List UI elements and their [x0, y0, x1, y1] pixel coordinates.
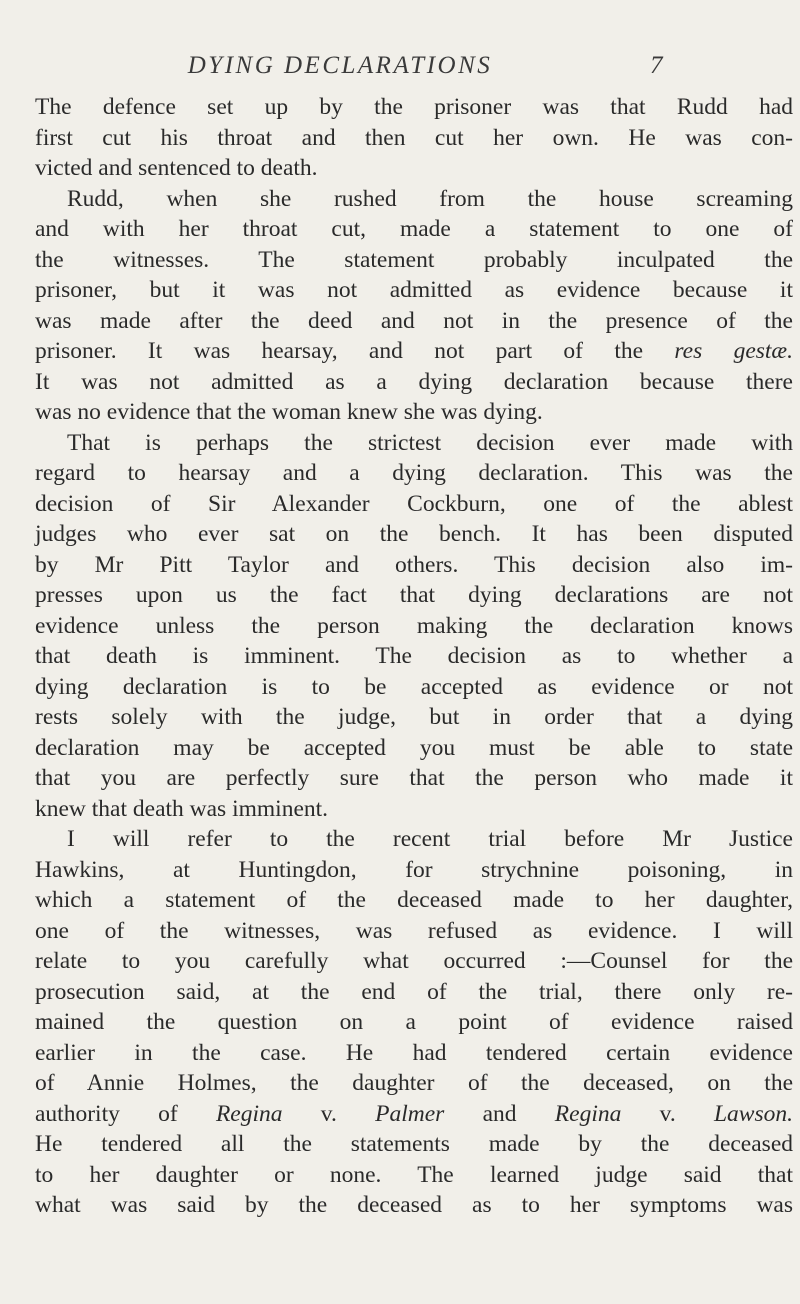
text-line: of Annie Holmes, the daughter of the deceased, on the	[35, 1070, 793, 1096]
text-line: regard to hearsay and a dying declaration. This was the	[35, 460, 793, 486]
text-line: mained the question on a point of evidence raised	[35, 1009, 793, 1035]
text-line: rests solely with the judge, but in order that a dying	[35, 704, 793, 730]
text-line: that death is imminent. The decision as to whether a	[35, 643, 793, 669]
text-line	[35, 336, 793, 367]
text-segment: prisoner. It was hearsay, and not part of the	[35, 338, 675, 364]
text-line: and with her throat cut, made a statement to one of	[35, 216, 793, 242]
text-line: decision of Sir Alexander Cockburn, one of the ablest	[35, 490, 793, 517]
case-name: Palmer	[375, 1100, 445, 1127]
text-line: what was said by the deceased as to her symptoms was	[35, 1192, 793, 1218]
text-line: by Mr Pitt Taylor and others. This decision also im-	[35, 551, 793, 578]
text-line: presses upon us the fact that dying declarations are not	[35, 582, 793, 608]
text-line: was made after the deed and not in the presence of the	[35, 307, 793, 334]
text-line: prosecution said, at the end of the trial, there only re-	[35, 978, 793, 1005]
case-name: Lawson.	[713, 1100, 793, 1127]
text-line: which a statement of the deceased made to her daughter,	[35, 887, 793, 913]
text-line: knew that death was imminent.	[35, 795, 329, 822]
case-name: Regina	[554, 1100, 622, 1127]
text-line: It was not admitted as a dying declaration because there	[35, 368, 793, 395]
text-line: earlier in the case. He had tendered certain evidence	[35, 1039, 793, 1066]
text-line: Rudd, when she rushed from the house screaming	[67, 185, 793, 212]
text-line: Hawkins, at Huntingdon, for strychnine poisoning, in	[35, 856, 793, 883]
running-title: DYING DECLARATIONS	[187, 52, 493, 79]
text-line: the witnesses. The statement probably inculpated the	[35, 246, 793, 273]
text-line: one of the witnesses, was refused as evidence. I will	[35, 917, 793, 944]
text-line: victed and sentenced to death.	[35, 155, 318, 181]
case-name: Regina	[215, 1100, 283, 1127]
text-segment: authority of	[35, 1100, 216, 1127]
text-line: to her daughter or none. The learned judge said that	[35, 1161, 793, 1188]
text-line: prisoner, but it was not admitted as evidence because it	[35, 277, 793, 303]
text-line: declaration may be accepted you must be able to state	[35, 734, 793, 761]
text-line: that you are perfectly sure that the person who made it	[35, 765, 793, 791]
text-line: He tendered all the statements made by the deceased	[35, 1131, 793, 1157]
text-segment: v.	[621, 1100, 714, 1127]
text-line: The defence set up by the prisoner was that Rudd had	[35, 94, 793, 120]
text-line: I will refer to the recent trial before Mr Justice	[67, 826, 793, 852]
body-text	[35, 92, 793, 1221]
running-head	[0, 52, 800, 92]
text-line: judges who ever sat on the bench. It has been disputed	[35, 521, 793, 547]
text-line: was no evidence that the woman knew she was dying.	[35, 399, 543, 425]
text-segment: and	[444, 1100, 555, 1127]
page-number: 7	[650, 52, 663, 79]
text-line	[35, 1099, 793, 1130]
text-line: evidence unless the person making the declaration knows	[35, 612, 793, 639]
text-line: first cut his throat and then cut her own. He was con-	[35, 124, 793, 151]
text-segment: v.	[282, 1100, 376, 1127]
text-line: dying declaration is to be accepted as evidence or not	[35, 673, 793, 700]
text-line: relate to you carefully what occurred :—Counsel for the	[35, 948, 793, 974]
text-line: That is perhaps the strictest decision ever made with	[67, 429, 793, 456]
italic-phrase: res gestæ.	[674, 338, 793, 364]
